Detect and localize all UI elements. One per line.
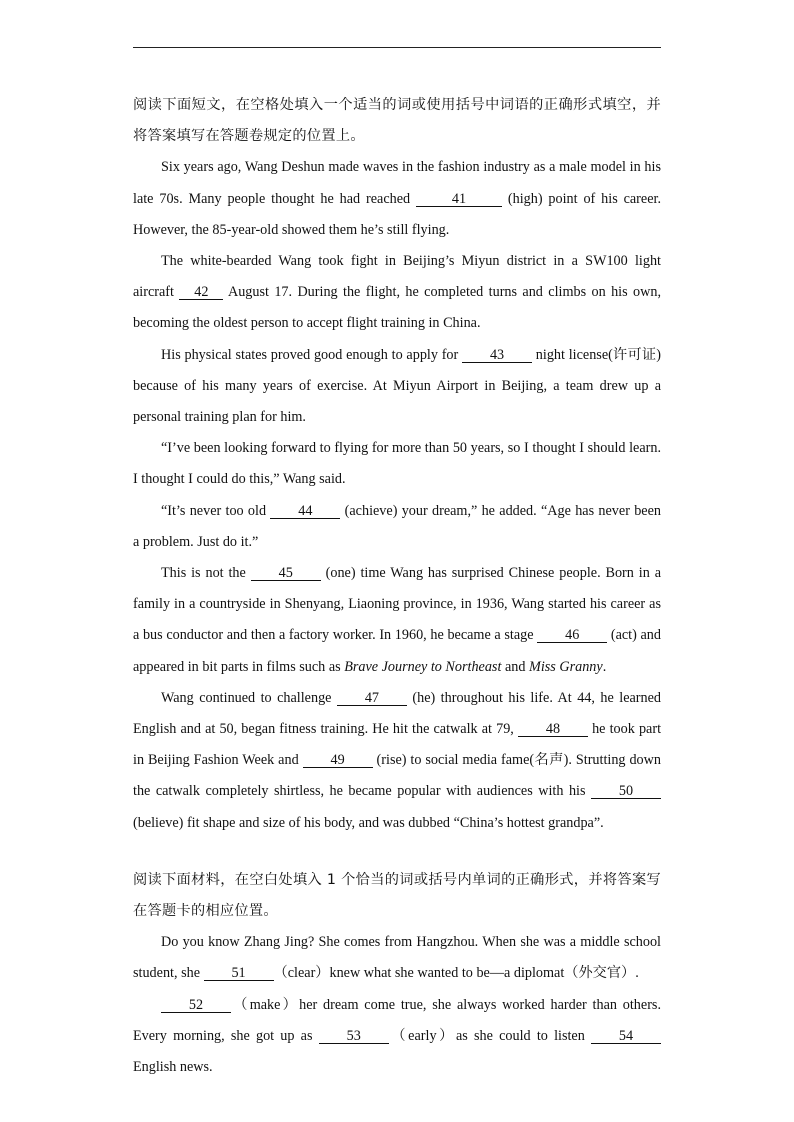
answer-blank-51[interactable]: 51 <box>204 966 274 981</box>
answer-blank-47[interactable]: 47 <box>337 691 407 706</box>
cloze-section-1 <box>133 90 661 839</box>
paragraph <box>133 927 661 989</box>
film-title: Brave Journey to Northeast <box>344 658 502 675</box>
paragraph-text: night license(许可证) because of his many years of exercise. At Miyun Airport in Beijing, a team drew up a personal training plan for him. <box>133 346 661 426</box>
paragraph <box>133 990 661 1084</box>
answer-blank-53[interactable]: 53 <box>319 1029 389 1044</box>
answer-blank-41[interactable]: 41 <box>416 192 502 207</box>
paragraph <box>133 558 661 683</box>
paragraph-text: . <box>602 658 607 675</box>
paragraph-text: (believe) fit shape and size of his body, and was dubbed “China’s hottest grandpa”. <box>133 814 604 831</box>
film-title: Miss Granny <box>529 658 603 675</box>
answer-blank-54[interactable]: 54 <box>591 1029 661 1044</box>
answer-blank-52[interactable]: 52 <box>161 998 231 1013</box>
answer-blank-44[interactable]: 44 <box>270 504 340 519</box>
paragraph-text: Do you know Zhang Jing? She comes from Hangzhou. When she was a middle school student, she <box>133 934 661 982</box>
paragraph-text: (high) point of his career. However, the 85-year-old showed them he’s still flying. <box>133 190 661 238</box>
section-1-instruction: 阅读下面短文，在空格处填入一个适当的词或使用括号中词语的正确形式填空，并将答案填写在答题卷规定的位置上。 <box>133 97 661 145</box>
paragraph-text: This is not the <box>161 565 251 582</box>
paragraph-text: and <box>501 658 529 675</box>
paragraph <box>133 496 661 558</box>
paragraph-text: Six years ago, Wang Deshun made waves in the fashion industry as a male model in his late 70s. Many people thought he had reached <box>133 159 661 207</box>
answer-blank-50[interactable]: 50 <box>591 784 661 799</box>
exam-content <box>133 90 661 1083</box>
answer-blank-48[interactable]: 48 <box>518 722 588 737</box>
paragraph-text: His physical states proved good enough to apply for <box>161 346 463 363</box>
cloze-section-2 <box>133 865 661 1083</box>
paragraph: “I’ve been looking forward to flying for more than 50 years, so I thought I should learn. I thought I could do this,” Wang said. <box>133 440 661 488</box>
answer-blank-42[interactable]: 42 <box>179 285 223 300</box>
answer-blank-45[interactable]: 45 <box>251 566 321 581</box>
paragraph-text: (rise) to social media fame(名声). Strutting down the catwalk completely shirtless, he became popular with audiences with his <box>133 752 661 800</box>
paragraph-text: “It’s never too old <box>161 502 271 519</box>
paragraph <box>133 246 661 340</box>
paragraph-text: （make）her dream come true, she always worked harder than others. Every morning, she got up as <box>133 996 661 1044</box>
paragraph-text: August 17. During the flight, he completed turns and climbs on his own, becoming the oldest person to accept flight training in China. <box>133 284 661 332</box>
paragraph-text: he took part in Beijing Fashion Week and <box>133 721 662 769</box>
paragraph <box>133 340 661 434</box>
paragraph-text: （early）as she could to listen <box>388 1027 591 1044</box>
paragraph <box>133 683 661 839</box>
paragraph-text: (act) and appeared in bit parts in films such as <box>133 627 661 675</box>
paragraph-text: (he) throughout his life. At 44, he learned English and at 50, began fitness training. He hit the catwalk at 79, <box>133 689 661 738</box>
header-rule <box>133 47 661 48</box>
paragraph-text: The white-bearded Wang took fight in Beijing’s Miyun district in a SW100 light aircraft <box>133 253 661 301</box>
paragraph-text: English news. <box>133 1059 213 1076</box>
answer-blank-43[interactable]: 43 <box>462 348 532 363</box>
answer-blank-49[interactable]: 49 <box>303 753 373 768</box>
paragraph-text: Wang continued to challenge <box>161 689 337 706</box>
answer-blank-46[interactable]: 46 <box>537 628 607 643</box>
section-2-instruction: 阅读下面材料，在空白处填入 1 个恰当的词或括号内单词的正确形式，并将答案写在答题卡的相应位置。 <box>133 871 661 920</box>
paragraph-text: (achieve) your dream,” he added. “Age has never been a problem. Just do it.” <box>133 502 661 550</box>
paragraph-text: （clear）knew what she wanted to be—a diplomat（外交官）. <box>273 965 639 982</box>
paragraph-text: (one) time Wang has surprised Chinese people. Born in a family in a countryside in Shenyang, Liaoning province, in 1936, Wang started his career as a bus conductor and then a factory worker. In 1960, he became a stage <box>133 565 661 644</box>
paragraph <box>133 152 661 246</box>
